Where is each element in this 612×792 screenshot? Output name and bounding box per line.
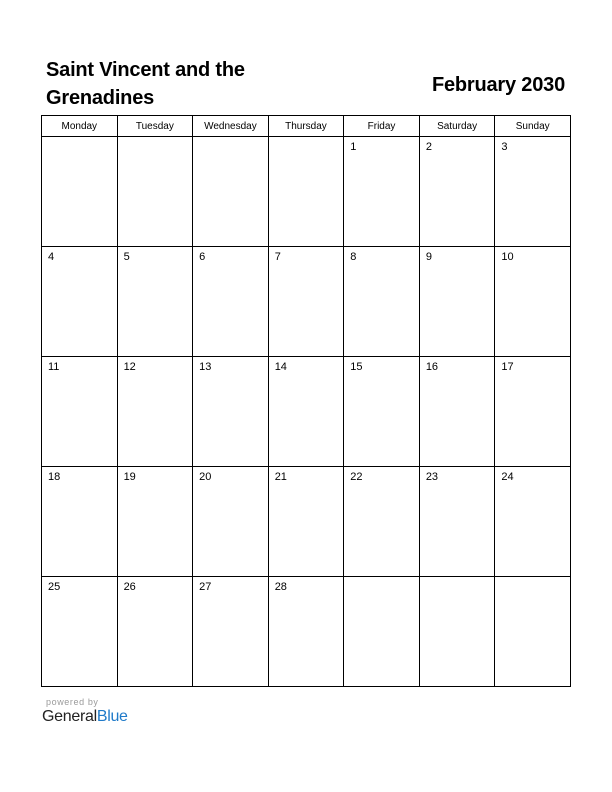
calendar-grid xyxy=(41,115,571,687)
day-cell xyxy=(117,467,193,577)
day-cell xyxy=(42,467,118,577)
day-number: 24 xyxy=(501,471,514,483)
weekday-thursday: Thursday xyxy=(268,116,344,137)
day-number: 25 xyxy=(48,581,61,593)
day-number: 13 xyxy=(199,361,212,373)
day-cell xyxy=(268,577,344,687)
day-number: 15 xyxy=(350,361,363,373)
day-cell xyxy=(42,357,118,467)
logo-text-general: General xyxy=(42,708,97,725)
day-cell xyxy=(42,137,118,247)
day-cell xyxy=(268,467,344,577)
day-number: 20 xyxy=(199,471,212,483)
day-cell xyxy=(495,357,571,467)
day-number: 21 xyxy=(274,471,287,483)
day-number: 11 xyxy=(48,361,60,373)
day-cell xyxy=(193,577,269,687)
day-cell xyxy=(495,577,571,687)
day-number: 28 xyxy=(274,581,287,593)
day-cell xyxy=(344,577,420,687)
day-cell xyxy=(193,357,269,467)
weekday-sunday: Sunday xyxy=(495,116,571,137)
day-number: 9 xyxy=(425,251,432,263)
country-title: Saint Vincent and the Grenadines xyxy=(46,59,245,109)
day-cell xyxy=(419,247,495,357)
day-cell xyxy=(117,577,193,687)
week-row-5 xyxy=(42,577,571,687)
day-cell xyxy=(344,467,420,577)
day-cell xyxy=(419,137,495,247)
day-cell xyxy=(344,357,420,467)
day-cell xyxy=(193,247,269,357)
day-number: 18 xyxy=(48,471,61,483)
day-number: 6 xyxy=(199,251,206,263)
day-cell xyxy=(117,137,193,247)
week-row-3 xyxy=(42,357,571,467)
day-number: 2 xyxy=(425,141,432,153)
weekday-header-row xyxy=(42,116,571,137)
day-number: 4 xyxy=(48,251,55,263)
month-year-title: February 2030 xyxy=(431,74,565,96)
day-cell xyxy=(495,137,571,247)
day-number: 22 xyxy=(350,471,363,483)
day-number xyxy=(269,137,344,141)
day-cell xyxy=(495,247,571,357)
day-number: 26 xyxy=(123,581,136,593)
weekday-monday: Monday xyxy=(42,116,118,137)
week-row-4 xyxy=(42,467,571,577)
weekday-friday: Friday xyxy=(344,116,420,137)
day-number xyxy=(42,137,117,141)
day-number: 8 xyxy=(350,251,357,263)
generalblue-logo[interactable] xyxy=(42,708,128,726)
day-cell xyxy=(42,247,118,357)
day-number xyxy=(344,577,419,581)
weekday-saturday: Saturday xyxy=(419,116,495,137)
day-cell xyxy=(117,247,193,357)
day-cell xyxy=(495,467,571,577)
day-number: 7 xyxy=(274,251,281,263)
day-cell xyxy=(268,247,344,357)
day-number: 16 xyxy=(425,361,439,373)
day-cell xyxy=(344,247,420,357)
week-row-2 xyxy=(42,247,571,357)
day-number: 14 xyxy=(274,361,287,373)
day-number: 17 xyxy=(501,361,514,373)
day-number: 27 xyxy=(199,581,212,593)
day-cell xyxy=(268,357,344,467)
day-number: 19 xyxy=(123,471,136,483)
day-number: 5 xyxy=(123,251,130,263)
day-number: 12 xyxy=(123,361,136,373)
day-number: 1 xyxy=(350,141,357,153)
powered-by-label: powered by xyxy=(46,697,99,707)
day-number xyxy=(118,137,193,141)
weekday-tuesday: Tuesday xyxy=(117,116,193,137)
day-cell xyxy=(268,137,344,247)
day-number: 10 xyxy=(501,251,514,263)
day-cell xyxy=(42,577,118,687)
day-number xyxy=(420,577,495,581)
day-number xyxy=(193,137,268,141)
day-cell xyxy=(419,357,495,467)
day-cell xyxy=(193,467,269,577)
day-number: 3 xyxy=(501,141,508,153)
weekday-wednesday: Wednesday xyxy=(193,116,269,137)
day-cell xyxy=(419,577,495,687)
day-cell xyxy=(344,137,420,247)
day-number: 23 xyxy=(425,471,439,483)
day-cell xyxy=(193,137,269,247)
logo-text-blue: Blue xyxy=(96,708,128,725)
day-number xyxy=(495,577,570,581)
day-cell xyxy=(419,467,495,577)
week-row-1 xyxy=(42,137,571,247)
day-cell xyxy=(117,357,193,467)
